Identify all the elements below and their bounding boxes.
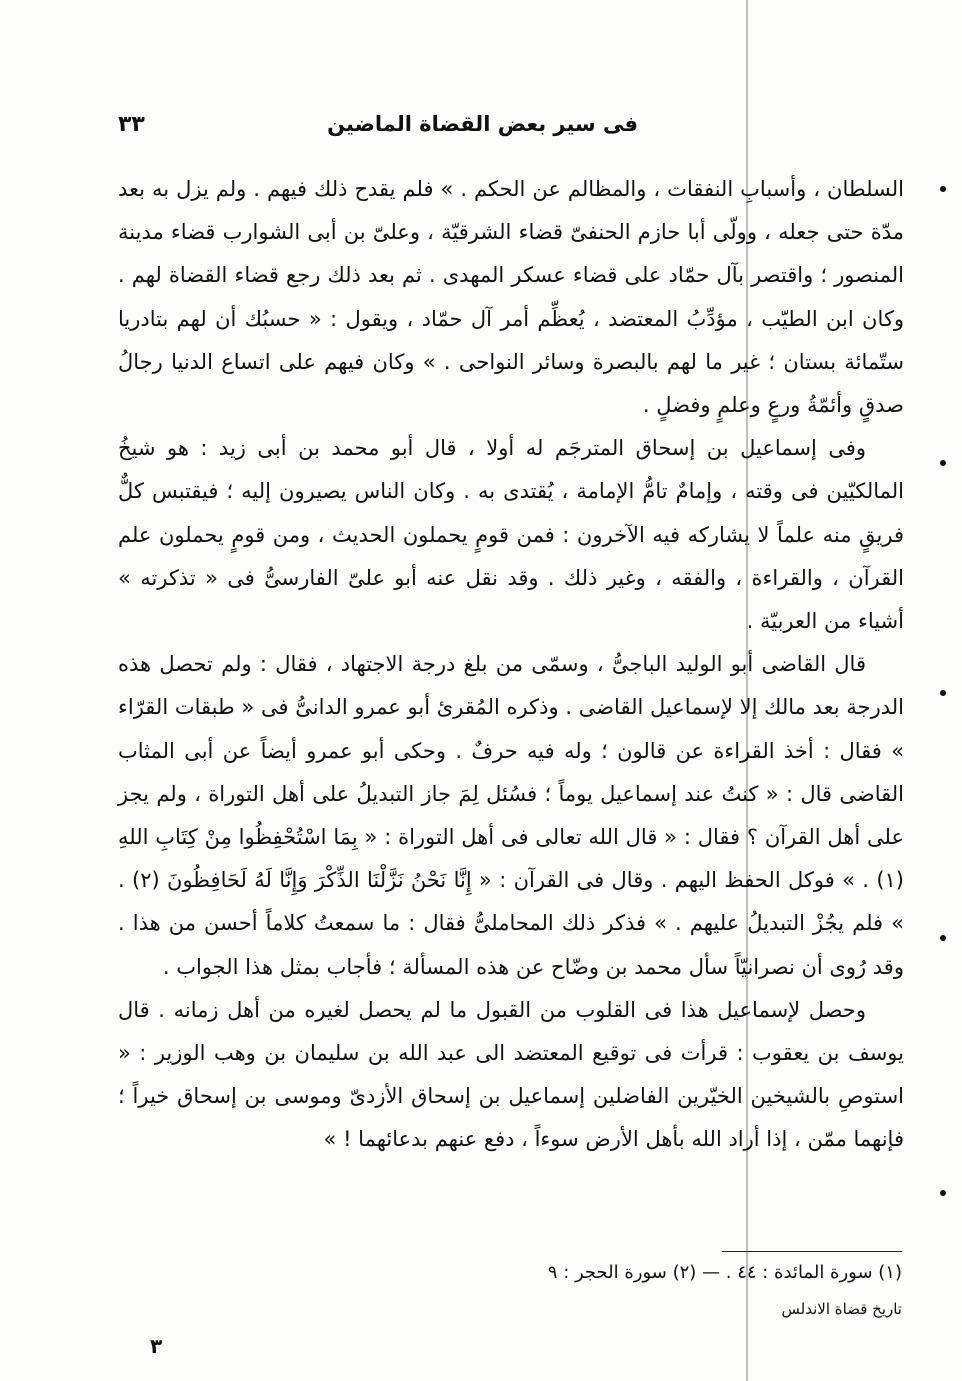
margin-dot — [940, 186, 946, 192]
margin-marks — [930, 0, 962, 1381]
margin-dot — [940, 935, 946, 941]
running-title: فى سير بعض القضاة الماضين — [327, 112, 638, 136]
margin-dot — [940, 690, 946, 696]
page-number: ٣٣ — [118, 112, 145, 137]
paragraph: السلطان ، وأسبابِ النفقات ، والمظالم عن الحكم . » فلم يقدح ذلك فيهم . ولم يزل به بعد مدّة حتى جعله ، وولّى أبا حازم الحنفىّ قضاء الشرقيّة ، وعلىّ بن أبى الشوارب قضاء مدينة المنصور ؛ واقتصر بآل حمّاد على قضاء عسكر المهدى . ثم بعد ذلك رجع قضاء القضاة لهم . وكان ابن الطيّب ، مؤدِّبُ المعتضد ، يُعظِّم أمر آل حمّاد ، ويقول : « حسبُك أن لهم بتادريا ستّمائة بستان ؛ غير ما لهم بالبصرة وسائر النواحى . » وكان فيهم على اتساع الدنيا رجالُ صدقٍ وأئمّةُ ورعٍ وعلمٍ وفضلٍ . — [118, 177, 904, 418]
margin-dot — [940, 460, 946, 466]
paragraph: وحصل لإسماعيل هذا فى القلوب من القبول ما لم يحصل لغيره من أهل زمانه . قال يوسف بن يعقوب : قرأت فى توقيع المعتضد الى عبد الله بن سليمان بن وهب الوزير : « استوصِ بالشيخين الخيّرين الفاضلين إسماعيل بن إسحاق الأزدىّ وموسى بن إسحاق خيراً ؛ فإنهما ممّن ، إذا أراد الله بأهل الأرض سوءاً ، دفع عنهم بدعائهما ! » — [118, 997, 904, 1152]
paragraph: قال القاضى أبو الوليد الباجىُّ ، وسمّى من بلغ درجة الاجتهاد ، فقال : ولم تحصل هذه الدرجة بعد مالك إلا لإسماعيل القاضى . وذكره المُقرئ أبو عمرو الدانىُّ فى « طبقات القرّاء » فقال : أخذ القراءة عن قالون ؛ وله فيه حرفٌ . وحكى أبو عمرو أيضاً عن أبى المثاب القاضى قال : « كنتُ عند إسماعيل يوماً ؛ فسُئل لِمَ جاز التبديلُ على أهل التوراة ، ولم يجز على أهل القرآن ؟ فقال : « قال الله تعالى فى أهل التوراة : « بِمَا اسْتُحْفِظُوا مِنْ كِتَابِ اللهِ (١) . » فوكل الحفظ اليهم . وقال فى القرآن : « إِنَّا نَحْنُ نَزَّلْنَا الذِّكْرَ وَإِنَّا لَهُ لَحَافِظُونَ (٢) . » فلم يجُزْ التبديلُ عليهم . » فذكر ذلك المحاملىُّ فقال : ما سمعتُ كلاماً أحسن من هذا . وقد رُوى أن نصرانيّاً سأل محمد بن وضّاح عن هذه المسألة ؛ فأجاب بمثل هذا الجواب . — [118, 652, 904, 979]
signature-book-title: تاريخ قضاة الاندلس — [781, 1300, 902, 1318]
footnote-divider — [722, 1251, 902, 1252]
signature-number: ٣ — [150, 1334, 163, 1358]
margin-dot — [940, 1190, 946, 1196]
body-text — [118, 168, 904, 1162]
footnote: (١) سورة المائدة : ٤٤ . — (٢) سورة الحجر : ٩ — [547, 1262, 902, 1283]
page-header — [118, 112, 898, 148]
paragraph: وفى إسماعيل بن إسحاق المترجَم له أولا ، قال أبو محمد بن أبى زيد : هو شيخُ المالكيّين فى وقته ، وإمامٌ تامُّ الإمامة ، يُقتدى به . وكان الناس يصيرون إليه ؛ فيقتبس كلٌّ فريقٍ منه علماً لا يشاركه فيه الآخرون : فمن قومٍ يحملون الحديث ، ومن قومٍ يحملون علم القرآن ، والقراءة ، والفقه ، وغير ذلك . وقد نقل عنه أبو علىّ الفارسىُّ فى « تذكرته » أشياء من العربيّة . — [118, 436, 904, 634]
